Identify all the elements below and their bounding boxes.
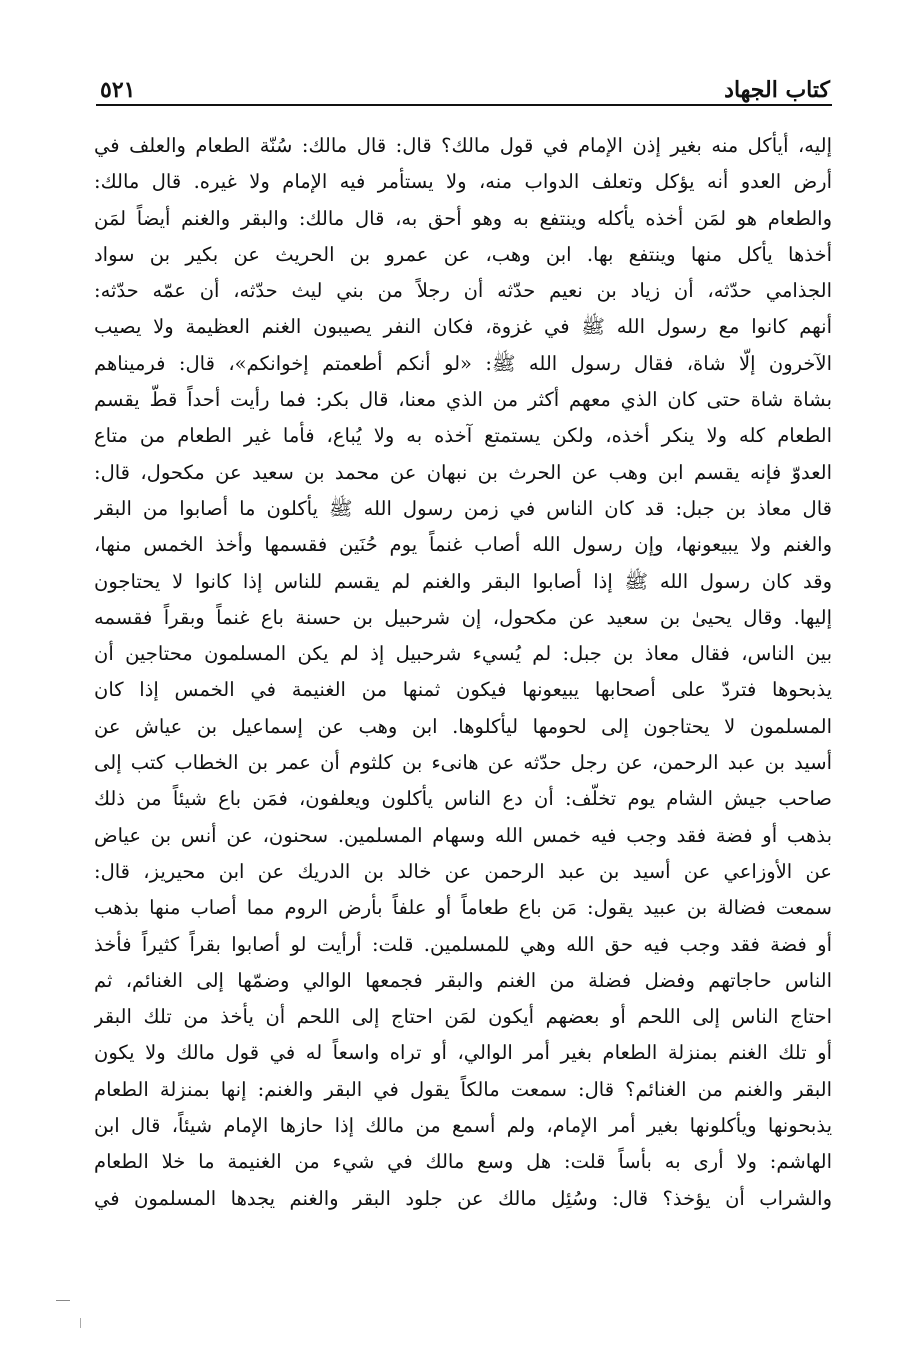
text-line: والشراب أن يؤخذ؟ قال: وسُئِل مالك عن جلود البقر والغنم يجدها المسلمون في: [94, 1186, 832, 1210]
text-line: والغنم ولا يبيعونها، وإن رسول الله أصاب غنماً يوم حُنَين فقسمها وأخذ الخمس منها،: [94, 533, 832, 557]
text-line: البقر والغنم من الغنائم؟ قال: سمعت مالكاً يقول في البقر والغنم: إنها بمنزلة الطعام: [94, 1077, 832, 1101]
text-line: بذهب أو فضة فقد وجب فيه خمس الله وسهام المسلمين. سحنون، عن أنس بن عياض: [94, 823, 832, 847]
page-header: [100, 68, 830, 104]
text-line: صاحب جيش الشام يوم تخلّف: أن دع الناس يأكلون ويعلفون، فمَن باع شيئاً من ذلك: [94, 787, 832, 811]
text-line: أرض العدو أنه يؤكل وتعلف الدواب منه، ولا يستأمر فيه الإمام ولا غيره. قال مالك:: [94, 170, 832, 194]
text-line: وقد كان رسول الله ﷺ إذا أصابوا البقر والغنم لم يقسم للناس إذا كانوا لا يحتاجون: [94, 569, 832, 593]
text-line: المسلمون لا يحتاجون إلى لحومها ليأكلوها. ابن وهب عن إسماعيل بن عياش عن: [94, 714, 832, 738]
running-title: كتاب الجهاد: [724, 77, 830, 103]
text-line: إليه، أيأكل منه بغير إذن الإمام في قول مالك؟ قال: قال مالك: سُنّة الطعام والعلف في: [94, 134, 832, 157]
text-line: الهاشم: ولا أرى به بأساً قلت: هل وسع مالك في شيء من الغنيمة ما خلا الطعام: [94, 1150, 832, 1174]
text-line: احتاج الناس إلى اللحم أو بعضهم أيكون لمَن احتاج إلى اللحم أن يأخذ من تلك البقر: [94, 1005, 832, 1029]
text-line: الناس حاجاتهم وفضل فضلة من الغنم والبقر فجمعها الوالي وضمّها إلى الغنائم، ثم: [94, 968, 832, 992]
text-line: يذبحونها ويأكلونها بغير أمر الإمام، ولم أسمع من مالك إذا حازها الإمام شيئاً، قال ابن: [94, 1114, 832, 1138]
text-line: أو فضة فقد وجب فيه حق الله وهي للمسلمين. قلت: أرأيت لو أصابوا بقراً كثيراً فأخذ: [94, 932, 832, 956]
text-line: أخذها يأكل منها وينتفع بها. ابن وهب، عن عمرو بن الحريث عن بكير بن سواد: [94, 242, 832, 266]
scan-artifact: [80, 1318, 81, 1328]
text-line: بشاة شاة حتى كان الذي معهم أكثر من الذي معنا، قال بكر: فما رأيت أحداً قطّ يقسم: [94, 388, 832, 412]
text-line: والطعام هو لمَن أخذه يأكله وينتفع به وهو أحق به، قال مالك: والبقر والغنم أيضاً لمَن: [94, 206, 832, 230]
text-line: الآخرون إلّا شاة، فقال رسول الله ﷺ: «لو أنكم أطعمتم إخوانكم»، قال: فرميناهم: [94, 351, 832, 375]
text-line: أسيد بن عبد الرحمن، عن رجل حدّثه عن هانىء بن كلثوم أن عمر بن الخطاب كتب إلى: [94, 751, 832, 775]
text-line: الطعام كله ولا ينكر أخذه، ولكن يستمتع آخذه به ولا يُباع، فأما غير الطعام من متاع: [94, 424, 832, 448]
body-text: [94, 128, 832, 1217]
text-line: إليها. وقال يحيىٰ بن سعيد عن مكحول، إن شرحبيل بن حسنة باع غنماً وبقراً فقسمه: [94, 605, 832, 629]
text-line: قال معاذ بن جبل: قد كان الناس في زمن رسول الله ﷺ يأكلون ما أصابوا من البقر: [94, 496, 832, 520]
text-line: أو تلك الغنم بمنزلة الطعام بغير أمر الوالي، أو تراه واسعاً له في قول مالك ولا يكون: [94, 1041, 832, 1065]
header-divider: [96, 104, 832, 106]
text-line: الجذامي حدّثه، أن زياد بن نعيم حدّثه أن رجلاً من بني ليث حدّثه، أن عمّه حدّثه:: [94, 279, 832, 303]
text-line: أنهم كانوا مع رسول الله ﷺ في غزوة، فكان النفر يصيبون الغنم العظيمة ولا يصيب: [94, 315, 832, 339]
scan-artifact: [56, 1300, 70, 1301]
text-line: سمعت فضالة بن عبيد يقول: مَن باع طعاماً أو علفاً بأرض الروم مما أصاب منها بذهب: [94, 896, 832, 920]
text-line: بين الناس، فقال معاذ بن جبل: لم يُسيء شرحبيل إذ لم يكن المسلمون محتاجين أن: [94, 642, 832, 666]
page-number: ٥٢١: [100, 77, 136, 103]
text-line: العدوّ فإنه يقسم ابن وهب عن الحرث بن نبهان عن محمد بن سعيد عن مكحول، قال:: [94, 460, 832, 484]
text-line: يذبحوها فتردّ على أصحابها يبيعونها فيكون ثمنها من الغنيمة في الخمس إذا كان: [94, 678, 832, 702]
text-line: عن الأوزاعي عن أسيد بن عبد الرحمن عن خالد بن الدريك عن ابن محيريز، قال:: [94, 859, 832, 883]
